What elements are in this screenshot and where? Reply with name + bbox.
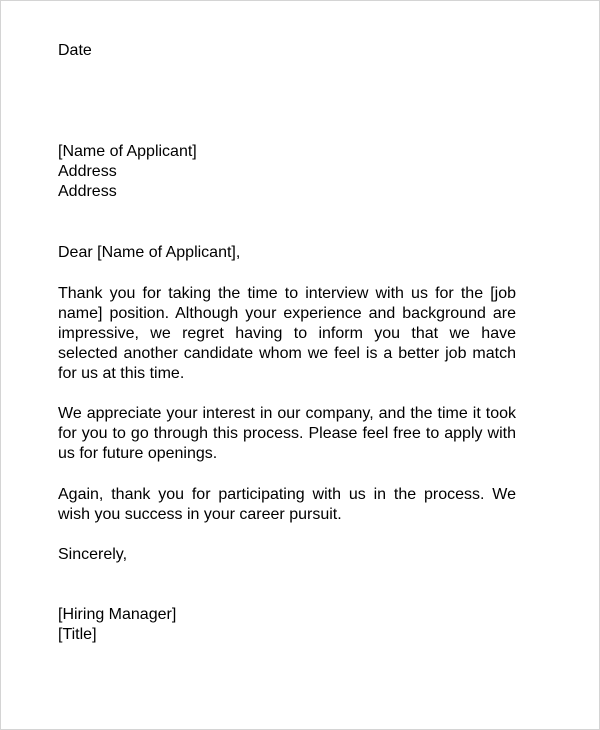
recipient-block: [58, 142, 516, 202]
body-paragraph-2-block: [58, 404, 516, 464]
salutation-text: Dear [Name of Applicant],: [58, 244, 241, 261]
closing-text: Sincerely,: [58, 546, 128, 563]
signature-name: [Hiring Manager]: [58, 606, 177, 623]
recipient-address-line-1: Address: [58, 163, 117, 180]
recipient-name: [Name of Applicant]: [58, 143, 197, 160]
recipient-address-line-2: Address: [58, 183, 117, 200]
salutation-block: [58, 243, 516, 263]
letter-date: [58, 41, 516, 61]
body-paragraph-3-block: [58, 485, 516, 525]
signature-block: [58, 605, 516, 645]
signature-title: [Title]: [58, 626, 97, 643]
closing-block: [58, 545, 516, 565]
body-paragraph-2: We appreciate your interest in our company, and the time it took for you to go through this process. Please feel free to apply with us for future openings.: [58, 405, 516, 462]
date-text: Date: [58, 42, 92, 59]
body-paragraph-1: Thank you for taking the time to interview with us for the [job name] position. Although your experience and background are impressive, we regret having to inform you that we have selected another candidate whom we feel is a better job match for us at this time.: [58, 285, 516, 382]
body-paragraph-3: Again, thank you for participating with us in the process. We wish you success in your career pursuit.: [58, 486, 516, 523]
body-paragraph-1-block: [58, 284, 516, 384]
